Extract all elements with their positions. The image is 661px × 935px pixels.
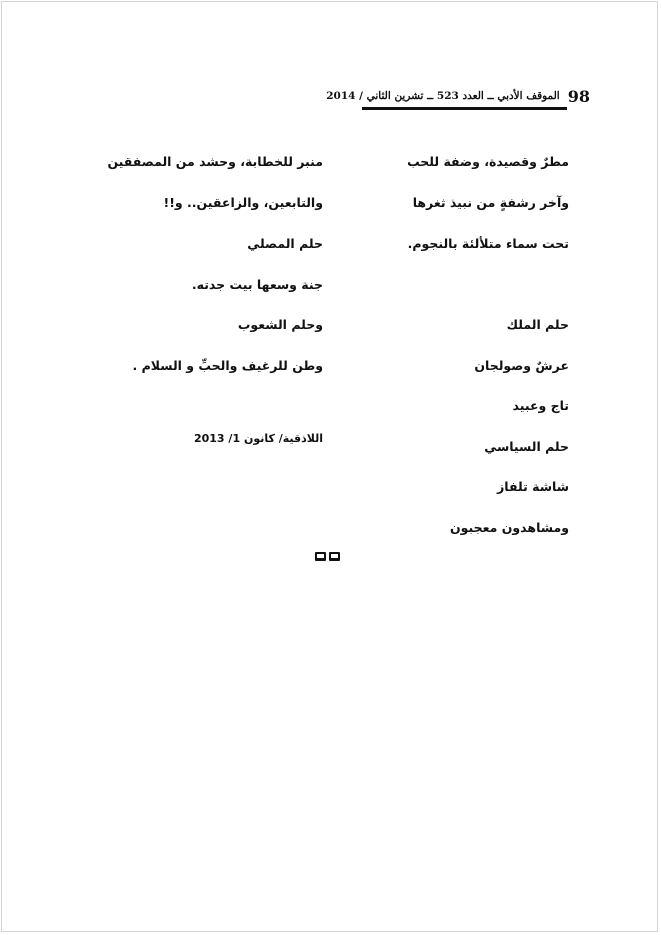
running-head: الموقف الأدبي ــ العدد 523 ــ تشرين الثاني / 2014	[326, 90, 560, 102]
page-header	[326, 84, 590, 108]
poem-line: مطرٌ وقصيدة، وضفة للحب	[407, 154, 569, 169]
poem-line: منبر للخطابة، وحشد من المصفقين	[107, 154, 323, 169]
end-square-icon	[329, 552, 340, 561]
poem-line: ومشاهدون معجبون	[449, 520, 569, 535]
poem-line: حلم المصلي	[247, 236, 323, 251]
end-square-icon	[315, 552, 326, 561]
poem-line: وآخر رشفةٍ من نبيذ ثغرها	[412, 195, 569, 210]
dateline: اللاذقية/ كانون 1/ 2013	[193, 432, 323, 445]
poem-line: تاج وعبيد	[512, 398, 569, 413]
poem-line: وحلم الشعوب	[237, 317, 323, 332]
poem-line: شاشة تلفاز	[497, 479, 569, 494]
poem-line: والتابعين، والزاعقين.. و!!	[163, 195, 323, 210]
page-frame	[1, 1, 658, 932]
page-number: 98	[567, 86, 590, 106]
double-square-end-mark-icon	[315, 552, 340, 561]
poem-line: عرشٌ وصولجان	[474, 358, 569, 373]
poem-line: تحت سماء متلألئة بالنجوم.	[407, 236, 569, 251]
poem-line: جنة وسعها بيت جدته.	[191, 277, 323, 292]
poem-line: حلم الملك	[506, 317, 569, 332]
header-rule	[362, 107, 567, 110]
poem-line: حلم السياسي	[484, 439, 569, 454]
poem-line: وطن للرغيف والحبِّ و السلام .	[132, 358, 323, 373]
